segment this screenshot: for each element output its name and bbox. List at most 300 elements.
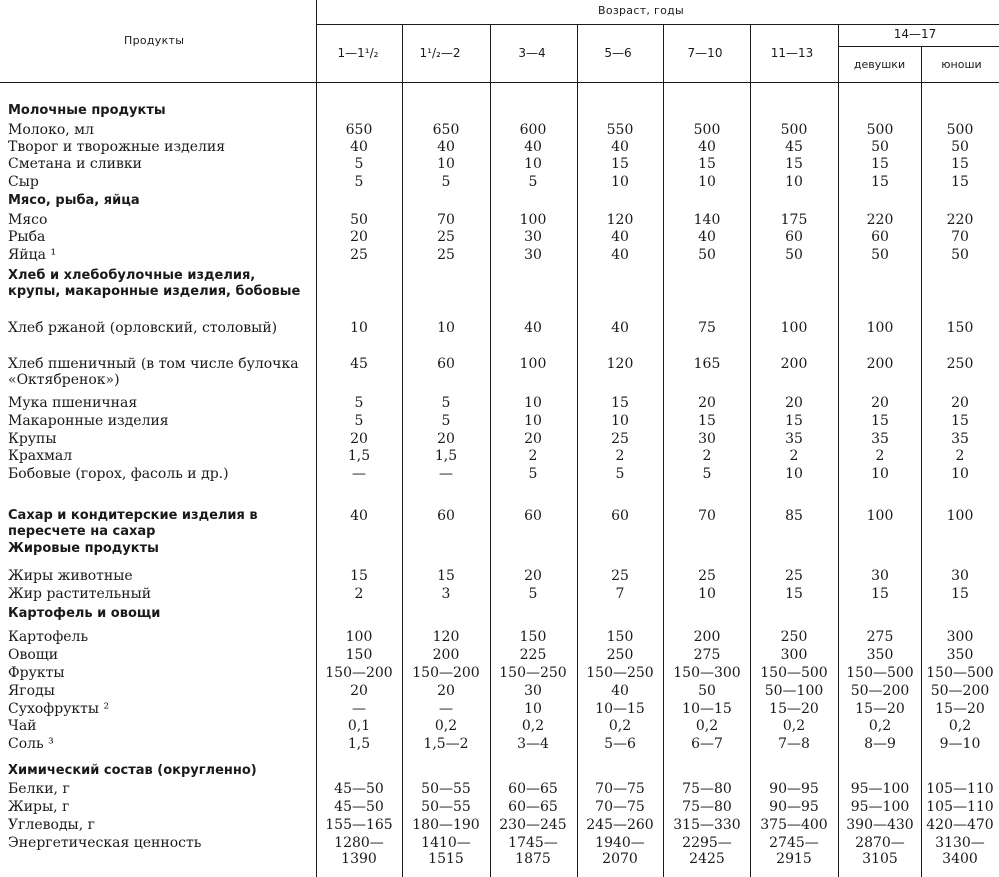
table-row bbox=[0, 718, 999, 734]
value-cell: 20 bbox=[350, 229, 368, 245]
value-cell: 10 bbox=[524, 156, 542, 172]
products-header: Продукты bbox=[124, 34, 185, 47]
value-cell: 150—500 bbox=[926, 665, 994, 681]
value-cell: 10—15 bbox=[595, 701, 645, 717]
age-group-3: 3—4 bbox=[518, 46, 546, 60]
value-cell: 10 bbox=[524, 413, 542, 429]
value-cell: 1,5 bbox=[347, 448, 371, 464]
value-cell: 75 bbox=[698, 320, 716, 336]
value-cell: 60 bbox=[524, 508, 542, 524]
value-cell: 150—300 bbox=[673, 665, 741, 681]
value-cell: 30 bbox=[524, 247, 542, 263]
value-cell: 70 bbox=[698, 508, 716, 524]
value-cell: 50 bbox=[698, 683, 716, 699]
value-cell: 100 bbox=[866, 508, 894, 524]
value-cell: 15 bbox=[951, 586, 969, 602]
value-cell: 60—65 bbox=[508, 781, 558, 797]
value-cell: — bbox=[352, 466, 366, 482]
value-cell: 1,5 bbox=[434, 448, 458, 464]
value-cell: 5 bbox=[702, 466, 712, 482]
value-cell: 50 bbox=[951, 139, 969, 155]
value-cell: 2 bbox=[354, 586, 364, 602]
value-cell: 500 bbox=[780, 122, 808, 138]
value-cell: 45—50 bbox=[334, 781, 384, 797]
table-row bbox=[0, 356, 999, 390]
value-cell: 30 bbox=[698, 431, 716, 447]
value-cell: 70—75 bbox=[595, 781, 645, 797]
product-label: Углеводы, г bbox=[8, 817, 95, 833]
age-group-5: 7—10 bbox=[687, 46, 723, 60]
value-cell: 20 bbox=[785, 395, 803, 411]
value-cell: 15—20 bbox=[769, 701, 819, 717]
product-label: Жиры, г bbox=[8, 799, 70, 815]
value-cell: 120 bbox=[606, 212, 634, 228]
table-row bbox=[0, 156, 999, 172]
value-cell: 15 bbox=[871, 156, 889, 172]
product-label: Соль ³ bbox=[8, 736, 54, 752]
value-cell: 5 bbox=[354, 413, 364, 429]
section-heading: Картофель и овощи bbox=[8, 606, 161, 621]
value-cell: 200 bbox=[693, 629, 721, 645]
value-cell: 230—245 bbox=[499, 817, 567, 833]
header-top-rule bbox=[316, 24, 999, 25]
section-heading: Хлеб и хлебобулочные изделия, крупы, макаронные изделия, бобовые bbox=[8, 268, 301, 299]
value-cell: 105—110 bbox=[926, 799, 994, 815]
value-cell: 50 bbox=[871, 247, 889, 263]
value-cell: 90—95 bbox=[769, 781, 819, 797]
table-row bbox=[0, 586, 999, 602]
value-cell: 15 bbox=[951, 413, 969, 429]
value-cell: 20 bbox=[951, 395, 969, 411]
product-label: Рыба bbox=[8, 229, 46, 245]
product-label: Жиры животные bbox=[8, 568, 133, 584]
value-cell: 10 bbox=[524, 395, 542, 411]
value-cell: 15 bbox=[611, 395, 629, 411]
value-cell: 100 bbox=[519, 356, 547, 372]
table-row bbox=[0, 629, 999, 645]
product-label: Ягоды bbox=[8, 683, 55, 699]
section-heading: Сахар и кондитерские изделия в пересчете на сахар bbox=[8, 508, 258, 539]
value-cell: 500 bbox=[866, 122, 894, 138]
value-cell: 275 bbox=[866, 629, 894, 645]
value-cell: 150—200 bbox=[412, 665, 480, 681]
value-cell: 10—15 bbox=[682, 701, 732, 717]
table-row bbox=[0, 683, 999, 699]
table-row bbox=[0, 817, 999, 833]
table-row bbox=[0, 320, 999, 354]
value-cell: 40 bbox=[611, 229, 629, 245]
table-row bbox=[0, 122, 999, 138]
value-cell: 5 bbox=[528, 586, 538, 602]
value-cell: 650 bbox=[345, 122, 373, 138]
value-cell: 50—100 bbox=[764, 683, 824, 699]
value-cell: 15 bbox=[785, 156, 803, 172]
value-cell: 0,2 bbox=[434, 718, 458, 734]
value-cell: 2745— 2915 bbox=[769, 835, 819, 867]
value-cell: 20 bbox=[437, 683, 455, 699]
value-cell: 10 bbox=[785, 466, 803, 482]
table-row bbox=[0, 647, 999, 663]
value-cell: 50 bbox=[698, 247, 716, 263]
header-bottom-rule bbox=[0, 82, 999, 83]
value-cell: 5 bbox=[354, 174, 364, 190]
value-cell: 45 bbox=[785, 139, 803, 155]
value-cell: 15—20 bbox=[855, 701, 905, 717]
value-cell: 5 bbox=[354, 395, 364, 411]
age-header: Возраст, годы bbox=[598, 4, 684, 17]
value-cell: 100 bbox=[946, 508, 974, 524]
table-row bbox=[0, 448, 999, 464]
product-label: Молоко, мл bbox=[8, 122, 94, 138]
product-label: Яйца ¹ bbox=[8, 247, 57, 263]
product-label: Сыр bbox=[8, 174, 39, 190]
value-cell: 40 bbox=[350, 139, 368, 155]
value-cell: 25 bbox=[611, 431, 629, 447]
value-cell: 20 bbox=[524, 431, 542, 447]
section-heading: Молочные продукты bbox=[8, 103, 166, 118]
age-group-4: 5—6 bbox=[604, 46, 632, 60]
value-cell: 30 bbox=[524, 683, 542, 699]
table-row bbox=[0, 835, 999, 869]
value-cell: 250 bbox=[606, 647, 634, 663]
value-cell: 420—470 bbox=[926, 817, 994, 833]
value-cell: 15 bbox=[350, 568, 368, 584]
value-cell: 275 bbox=[693, 647, 721, 663]
value-cell: 25 bbox=[437, 247, 455, 263]
value-cell: 0,1 bbox=[347, 718, 371, 734]
product-label: Хлеб ржаной (орловский, столовый) bbox=[8, 320, 278, 336]
value-cell: 40 bbox=[437, 139, 455, 155]
value-cell: 300 bbox=[780, 647, 808, 663]
table-row bbox=[0, 247, 999, 263]
product-label: Картофель bbox=[8, 629, 89, 645]
value-cell: 60 bbox=[785, 229, 803, 245]
value-cell: 120 bbox=[606, 356, 634, 372]
value-cell: 10 bbox=[350, 320, 368, 336]
value-cell: 50 bbox=[951, 247, 969, 263]
value-cell: 15 bbox=[698, 413, 716, 429]
value-cell: 150—250 bbox=[499, 665, 567, 681]
value-cell: 200 bbox=[432, 647, 460, 663]
value-cell: 250 bbox=[946, 356, 974, 372]
value-cell: 165 bbox=[693, 356, 721, 372]
value-cell: 150 bbox=[946, 320, 974, 336]
value-cell: 30 bbox=[951, 568, 969, 584]
value-cell: 2295— 2425 bbox=[682, 835, 732, 867]
table-row bbox=[0, 395, 999, 411]
value-cell: 70—75 bbox=[595, 799, 645, 815]
value-cell: 95—100 bbox=[850, 781, 910, 797]
product-label: Чай bbox=[8, 718, 37, 734]
table-row bbox=[0, 736, 999, 752]
value-cell: 2 bbox=[875, 448, 885, 464]
value-cell: 70 bbox=[951, 229, 969, 245]
value-cell: 35 bbox=[871, 431, 889, 447]
value-cell: 15 bbox=[951, 156, 969, 172]
value-cell: 105—110 bbox=[926, 781, 994, 797]
table-row bbox=[0, 568, 999, 584]
value-cell: 550 bbox=[606, 122, 634, 138]
table-row bbox=[0, 541, 999, 557]
table-row bbox=[0, 606, 999, 622]
age-group-1: 1—1¹/₂ bbox=[337, 46, 379, 60]
value-cell: 350 bbox=[866, 647, 894, 663]
value-cell: 1,5—2 bbox=[423, 736, 469, 752]
value-cell: 3130— 3400 bbox=[935, 835, 985, 867]
value-cell: — bbox=[352, 701, 366, 717]
value-cell: 0,2 bbox=[782, 718, 806, 734]
teen-girls: девушки bbox=[853, 58, 906, 71]
product-label: Макаронные изделия bbox=[8, 413, 169, 429]
value-cell: 15—20 bbox=[935, 701, 985, 717]
value-cell: 3 bbox=[441, 586, 451, 602]
value-cell: 2 bbox=[955, 448, 965, 464]
value-cell: 5 bbox=[441, 395, 451, 411]
product-label: Энергетическая ценность bbox=[8, 835, 202, 851]
value-cell: 35 bbox=[785, 431, 803, 447]
value-cell: 2 bbox=[528, 448, 538, 464]
table-row bbox=[0, 431, 999, 447]
value-cell: 10 bbox=[698, 586, 716, 602]
value-cell: 150 bbox=[519, 629, 547, 645]
table-row bbox=[0, 174, 999, 190]
value-cell: 5 bbox=[441, 413, 451, 429]
value-cell: 40 bbox=[350, 508, 368, 524]
value-cell: 20 bbox=[350, 431, 368, 447]
value-cell: 225 bbox=[519, 647, 547, 663]
section-heading: Мясо, рыба, яйца bbox=[8, 193, 140, 208]
value-cell: 100 bbox=[780, 320, 808, 336]
value-cell: 50 bbox=[350, 212, 368, 228]
value-cell: 1745— 1875 bbox=[508, 835, 558, 867]
value-cell: — bbox=[439, 466, 453, 482]
value-cell: 150—200 bbox=[325, 665, 393, 681]
value-cell: 600 bbox=[519, 122, 547, 138]
value-cell: 20 bbox=[871, 395, 889, 411]
value-cell: 2 bbox=[789, 448, 799, 464]
teen-rule bbox=[838, 46, 999, 47]
teen-group: 14—17 bbox=[893, 27, 937, 41]
value-cell: 375—400 bbox=[760, 817, 828, 833]
value-cell: 1280— 1390 bbox=[334, 835, 384, 867]
value-cell: 6—7 bbox=[691, 736, 723, 752]
value-cell: 40 bbox=[698, 139, 716, 155]
value-cell: 500 bbox=[693, 122, 721, 138]
table-row bbox=[0, 229, 999, 245]
value-cell: 45 bbox=[350, 356, 368, 372]
value-cell: 25 bbox=[437, 229, 455, 245]
value-cell: 40 bbox=[698, 229, 716, 245]
product-label: Мука пшеничная bbox=[8, 395, 138, 411]
value-cell: 7—8 bbox=[778, 736, 810, 752]
value-cell: 2 bbox=[702, 448, 712, 464]
value-cell: 20 bbox=[524, 568, 542, 584]
value-cell: 25 bbox=[785, 568, 803, 584]
value-cell: 140 bbox=[693, 212, 721, 228]
age-group-2: 1¹/₂—2 bbox=[419, 46, 461, 60]
value-cell: 200 bbox=[780, 356, 808, 372]
value-cell: 15 bbox=[871, 586, 889, 602]
value-cell: 60 bbox=[611, 508, 629, 524]
value-cell: 0,2 bbox=[948, 718, 972, 734]
value-cell: 350 bbox=[946, 647, 974, 663]
value-cell: 120 bbox=[432, 629, 460, 645]
value-cell: 40 bbox=[611, 247, 629, 263]
value-cell: 100 bbox=[866, 320, 894, 336]
product-label: Сметана и сливки bbox=[8, 156, 142, 172]
value-cell: 50—200 bbox=[930, 683, 990, 699]
value-cell: 10 bbox=[437, 156, 455, 172]
value-cell: 315—330 bbox=[673, 817, 741, 833]
value-cell: 7 bbox=[615, 586, 625, 602]
value-cell: 45—50 bbox=[334, 799, 384, 815]
value-cell: 60 bbox=[437, 356, 455, 372]
value-cell: 10 bbox=[698, 174, 716, 190]
value-cell: 300 bbox=[946, 629, 974, 645]
value-cell: 5—6 bbox=[604, 736, 636, 752]
value-cell: 10 bbox=[871, 466, 889, 482]
value-cell: 220 bbox=[866, 212, 894, 228]
value-cell: 30 bbox=[524, 229, 542, 245]
value-cell: 20 bbox=[350, 683, 368, 699]
value-cell: 25 bbox=[350, 247, 368, 263]
table-row bbox=[0, 701, 999, 717]
value-cell: 60—65 bbox=[508, 799, 558, 815]
teen-boys: юноши bbox=[941, 58, 982, 71]
value-cell: 150—250 bbox=[586, 665, 654, 681]
value-cell: 9—10 bbox=[939, 736, 981, 752]
value-cell: 30 bbox=[871, 568, 889, 584]
product-label: Сухофрукты ² bbox=[8, 701, 110, 717]
value-cell: 5 bbox=[441, 174, 451, 190]
value-cell: 1940— 2070 bbox=[595, 835, 645, 867]
value-cell: 150 bbox=[606, 629, 634, 645]
age-group-6: 11—13 bbox=[770, 46, 814, 60]
value-cell: 75—80 bbox=[682, 781, 732, 797]
value-cell: 10 bbox=[611, 174, 629, 190]
value-cell: 60 bbox=[437, 508, 455, 524]
table-row bbox=[0, 193, 999, 209]
value-cell: 15 bbox=[437, 568, 455, 584]
value-cell: 2870— 3105 bbox=[855, 835, 905, 867]
value-cell: 20 bbox=[698, 395, 716, 411]
value-cell: 40 bbox=[524, 320, 542, 336]
value-cell: 10 bbox=[437, 320, 455, 336]
value-cell: 0,2 bbox=[695, 718, 719, 734]
value-cell: 95—100 bbox=[850, 799, 910, 815]
value-cell: 5 bbox=[615, 466, 625, 482]
value-cell: 0,2 bbox=[521, 718, 545, 734]
value-cell: 50—55 bbox=[421, 781, 471, 797]
value-cell: 220 bbox=[946, 212, 974, 228]
value-cell: 2 bbox=[615, 448, 625, 464]
value-cell: 15 bbox=[951, 174, 969, 190]
product-label: Крахмал bbox=[8, 448, 73, 464]
value-cell: 10 bbox=[611, 413, 629, 429]
value-cell: 25 bbox=[698, 568, 716, 584]
table-row bbox=[0, 139, 999, 155]
table-row bbox=[0, 103, 999, 119]
value-cell: 15 bbox=[611, 156, 629, 172]
value-cell: 40 bbox=[611, 320, 629, 336]
value-cell: 5 bbox=[354, 156, 364, 172]
product-label: Творог и творожные изделия bbox=[8, 139, 226, 155]
value-cell: 25 bbox=[611, 568, 629, 584]
value-cell: 0,2 bbox=[608, 718, 632, 734]
value-cell: 50 bbox=[871, 139, 889, 155]
value-cell: 50—55 bbox=[421, 799, 471, 815]
value-cell: 15 bbox=[871, 174, 889, 190]
value-cell: 1410— 1515 bbox=[421, 835, 471, 867]
value-cell: 75—80 bbox=[682, 799, 732, 815]
value-cell: 150 bbox=[345, 647, 373, 663]
section-heading: Жировые продукты bbox=[8, 541, 159, 556]
value-cell: 8—9 bbox=[864, 736, 896, 752]
value-cell: 15 bbox=[871, 413, 889, 429]
table-row bbox=[0, 212, 999, 228]
value-cell: 180—190 bbox=[412, 817, 480, 833]
section-heading: Химический состав (округленно) bbox=[8, 763, 257, 778]
value-cell: 150—500 bbox=[846, 665, 914, 681]
value-cell: 100 bbox=[519, 212, 547, 228]
value-cell: 175 bbox=[780, 212, 808, 228]
product-label: Белки, г bbox=[8, 781, 70, 797]
table-row bbox=[0, 799, 999, 815]
value-cell: 40 bbox=[611, 139, 629, 155]
value-cell: 10 bbox=[524, 701, 542, 717]
product-label: Хлеб пшеничный (в том числе булочка «Октябренок») bbox=[8, 356, 299, 388]
table-row bbox=[0, 413, 999, 429]
table-row bbox=[0, 508, 999, 542]
value-cell: 3—4 bbox=[517, 736, 549, 752]
value-cell: 60 bbox=[871, 229, 889, 245]
table-row bbox=[0, 268, 999, 316]
value-cell: 245—260 bbox=[586, 817, 654, 833]
value-cell: 15 bbox=[785, 586, 803, 602]
value-cell: 85 bbox=[785, 508, 803, 524]
table-row bbox=[0, 763, 999, 779]
product-label: Бобовые (горох, фасоль и др.) bbox=[8, 466, 229, 482]
value-cell: 1,5 bbox=[347, 736, 371, 752]
value-cell: 0,2 bbox=[868, 718, 892, 734]
value-cell: 90—95 bbox=[769, 799, 819, 815]
value-cell: 150—500 bbox=[760, 665, 828, 681]
product-label: Фрукты bbox=[8, 665, 65, 681]
value-cell: 250 bbox=[780, 629, 808, 645]
value-cell: 10 bbox=[951, 466, 969, 482]
value-cell: 100 bbox=[345, 629, 373, 645]
value-cell: 155—165 bbox=[325, 817, 393, 833]
value-cell: 5 bbox=[528, 174, 538, 190]
value-cell: — bbox=[439, 701, 453, 717]
value-cell: 50—200 bbox=[850, 683, 910, 699]
table-row bbox=[0, 466, 999, 482]
value-cell: 40 bbox=[524, 139, 542, 155]
value-cell: 40 bbox=[611, 683, 629, 699]
product-label: Овощи bbox=[8, 647, 59, 663]
value-cell: 10 bbox=[785, 174, 803, 190]
product-label: Мясо bbox=[8, 212, 48, 228]
value-cell: 500 bbox=[946, 122, 974, 138]
value-cell: 15 bbox=[698, 156, 716, 172]
value-cell: 50 bbox=[785, 247, 803, 263]
value-cell: 390—430 bbox=[846, 817, 914, 833]
value-cell: 5 bbox=[528, 466, 538, 482]
table-row bbox=[0, 665, 999, 681]
value-cell: 70 bbox=[437, 212, 455, 228]
product-label: Крупы bbox=[8, 431, 57, 447]
value-cell: 650 bbox=[432, 122, 460, 138]
